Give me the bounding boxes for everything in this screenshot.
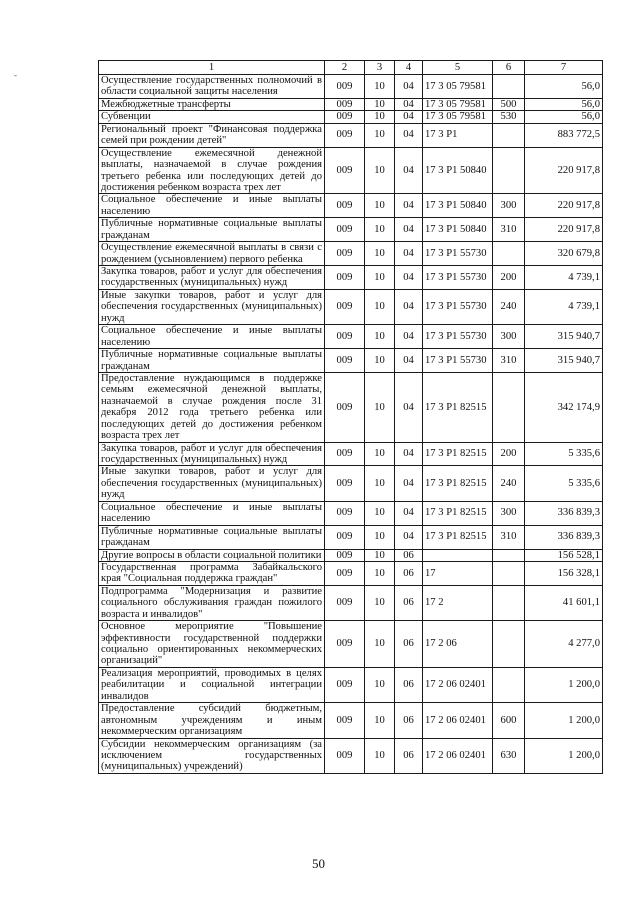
header-cell: 6 [493,61,525,75]
table-row [99,501,603,525]
row-grbs: 009 [325,242,365,266]
row-amount: 56,0 [525,111,603,123]
row-amount: 156 328,1 [525,561,603,585]
table-row [99,621,603,668]
table-row [99,703,603,738]
table-row [99,372,603,442]
row-subsection: 04 [395,372,423,442]
row-name: Подпрограмма "Модернизация и развитие социального обслуживания граждан пожилого возраста и инвалидов" [99,585,325,620]
header-row [99,61,603,75]
row-subsection: 04 [395,218,423,242]
row-expense-type: 530 [493,111,525,123]
row-grbs: 009 [325,75,365,99]
row-section: 10 [365,466,395,501]
row-target-article: 17 2 06 [423,621,493,668]
row-amount: 220 917,8 [525,194,603,218]
row-expense-type: 240 [493,466,525,501]
row-target-article: 17 3 05 79581 [423,111,493,123]
row-name: Основное мероприятие "Повышение эффективности государственной поддержки социально ориентированных некоммерческих организаций" [99,621,325,668]
row-expense-type: 300 [493,194,525,218]
header-cell: 4 [395,61,423,75]
row-name: Предоставление субсидий бюджетным, автономным учреждениям и иным некоммерческим организациям [99,703,325,738]
row-amount: 320 679,8 [525,242,603,266]
row-amount: 56,0 [525,75,603,99]
row-section: 10 [365,621,395,668]
header-cell: 2 [325,61,365,75]
row-subsection: 04 [395,98,423,110]
row-section: 10 [365,123,395,147]
table-row [99,242,603,266]
row-grbs: 009 [325,585,365,620]
row-grbs: 009 [325,218,365,242]
row-amount: 4 277,0 [525,621,603,668]
row-grbs: 009 [325,123,365,147]
row-section: 10 [365,98,395,110]
row-subsection: 04 [395,466,423,501]
row-amount: 4 739,1 [525,289,603,324]
row-section: 10 [365,242,395,266]
table-row [99,218,603,242]
table-row [99,667,603,702]
table-row [99,123,603,147]
row-target-article: 17 2 [423,585,493,620]
row-expense-type [493,123,525,147]
row-expense-type: 200 [493,442,525,466]
row-expense-type: 630 [493,738,525,773]
row-grbs: 009 [325,372,365,442]
row-amount: 1 200,0 [525,738,603,773]
row-expense-type: 200 [493,266,525,290]
row-grbs: 009 [325,194,365,218]
row-target-article: 17 3 Р1 82515 [423,525,493,549]
table-row [99,75,603,99]
row-grbs: 009 [325,442,365,466]
row-section: 10 [365,501,395,525]
row-target-article: 17 [423,561,493,585]
row-section: 10 [365,194,395,218]
row-target-article: 17 3 Р1 82515 [423,442,493,466]
row-expense-type [493,667,525,702]
row-name: Публичные нормативные социальные выплаты гражданам [99,218,325,242]
row-name: Осуществление ежемесячной выплаты в связи с рождением (усыновлением) первого ребенка [99,242,325,266]
row-target-article: 17 3 Р1 55730 [423,266,493,290]
row-grbs: 009 [325,147,365,194]
row-amount: 315 940,7 [525,325,603,349]
row-section: 10 [365,442,395,466]
header-cell: 3 [365,61,395,75]
row-amount: 1 200,0 [525,703,603,738]
row-grbs: 009 [325,738,365,773]
row-name: Закупка товаров, работ и услуг для обеспечения государственных (муниципальных) нужд [99,266,325,290]
table-row [99,111,603,123]
row-subsection: 06 [395,585,423,620]
row-expense-type [493,75,525,99]
row-expense-type [493,621,525,668]
row-subsection: 04 [395,147,423,194]
row-grbs: 009 [325,266,365,290]
row-section: 10 [365,325,395,349]
row-section: 10 [365,218,395,242]
row-grbs: 009 [325,703,365,738]
row-expense-type: 300 [493,501,525,525]
row-section: 10 [365,703,395,738]
row-expense-type [493,585,525,620]
row-section: 10 [365,585,395,620]
row-grbs: 009 [325,466,365,501]
row-section: 10 [365,75,395,99]
row-name: Предоставление нуждающимся в поддержке семьям ежемесячной денежной выплаты, назначаемой в случае рождения после 31 декабря 2012 года третьего ребенка или последующих детей до достижения ребенком возраста трех лет [99,372,325,442]
row-section: 10 [365,349,395,373]
page-number: 50 [312,856,325,871]
row-target-article: 17 3 Р1 55730 [423,325,493,349]
row-name: Социальное обеспечение и иные выплаты населению [99,501,325,525]
row-target-article: 17 3 Р1 82515 [423,466,493,501]
row-name: Социальное обеспечение и иные выплаты населению [99,194,325,218]
row-subsection: 04 [395,349,423,373]
row-amount: 342 174,9 [525,372,603,442]
table-row [99,466,603,501]
table-row [99,525,603,549]
row-grbs: 009 [325,561,365,585]
header-cell: 1 [99,61,325,75]
row-name: Региональный проект "Финансовая поддержка семей при рождении детей" [99,123,325,147]
table-row [99,98,603,110]
row-target-article: 17 2 06 02401 [423,667,493,702]
row-grbs: 009 [325,667,365,702]
row-target-article: 17 3 Р1 50840 [423,147,493,194]
row-expense-type [493,242,525,266]
row-expense-type: 300 [493,325,525,349]
row-target-article: 17 3 Р1 55730 [423,289,493,324]
row-subsection: 06 [395,549,423,561]
row-name: Иные закупки товаров, работ и услуг для обеспечения государственных (муниципальных) нужд [99,466,325,501]
row-name: Межбюджетные трансферты [99,98,325,110]
row-grbs: 009 [325,621,365,668]
row-amount: 220 917,8 [525,147,603,194]
row-amount: 315 940,7 [525,349,603,373]
row-subsection: 04 [395,266,423,290]
row-section: 10 [365,372,395,442]
row-subsection: 04 [395,111,423,123]
table-row [99,266,603,290]
row-grbs: 009 [325,289,365,324]
row-section: 10 [365,667,395,702]
table-row [99,325,603,349]
row-name: Реализация мероприятий, проводимых в целях реабилитации и социальной интеграции инвалидов [99,667,325,702]
row-target-article: 17 3 Р1 [423,123,493,147]
row-target-article: 17 3 Р1 55730 [423,349,493,373]
row-grbs: 009 [325,549,365,561]
row-subsection: 04 [395,325,423,349]
row-amount: 336 839,3 [525,501,603,525]
row-expense-type: 310 [493,525,525,549]
row-section: 10 [365,738,395,773]
margin-mark: - [14,70,17,80]
row-amount: 336 839,3 [525,525,603,549]
table-row [99,549,603,561]
row-name: Публичные нормативные социальные выплаты гражданам [99,525,325,549]
row-subsection: 04 [395,289,423,324]
row-amount: 56,0 [525,98,603,110]
row-subsection: 04 [395,75,423,99]
row-subsection: 04 [395,194,423,218]
row-grbs: 009 [325,98,365,110]
row-name: Субвенции [99,111,325,123]
row-expense-type: 240 [493,289,525,324]
row-subsection: 04 [395,242,423,266]
row-name: Закупка товаров, работ и услуг для обеспечения государственных (муниципальных) нужд [99,442,325,466]
row-target-article: 17 3 Р1 50840 [423,218,493,242]
row-expense-type: 500 [493,98,525,110]
row-target-article: 17 3 Р1 50840 [423,194,493,218]
row-grbs: 009 [325,111,365,123]
row-amount: 41 601,1 [525,585,603,620]
table-body [99,75,603,774]
row-subsection: 06 [395,703,423,738]
table-row [99,289,603,324]
table-row [99,194,603,218]
table-row [99,349,603,373]
row-target-article: 17 3 Р1 82515 [423,372,493,442]
row-grbs: 009 [325,525,365,549]
row-section: 10 [365,525,395,549]
row-amount: 220 917,8 [525,218,603,242]
row-target-article [423,549,493,561]
table-row [99,738,603,773]
row-subsection: 06 [395,621,423,668]
row-target-article: 17 3 05 79581 [423,75,493,99]
row-section: 10 [365,147,395,194]
row-expense-type: 310 [493,218,525,242]
row-amount: 883 772,5 [525,123,603,147]
row-expense-type [493,372,525,442]
row-amount: 5 335,6 [525,466,603,501]
row-name: Другие вопросы в области социальной политики [99,549,325,561]
row-target-article: 17 3 Р1 82515 [423,501,493,525]
row-name: Осуществление ежемесячной денежной выплаты, назначаемой в случае рождения третьего ребенка или последующих детей до достижения ребенком возраста трех лет [99,147,325,194]
row-name: Осуществление государственных полномочий в области социальной защиты населения [99,75,325,99]
row-subsection: 04 [395,525,423,549]
row-target-article: 17 2 06 02401 [423,738,493,773]
table-row [99,442,603,466]
row-expense-type [493,147,525,194]
row-name: Иные закупки товаров, работ и услуг для обеспечения государственных (муниципальных) нужд [99,289,325,324]
row-target-article: 17 2 06 02401 [423,703,493,738]
row-section: 10 [365,289,395,324]
row-subsection: 06 [395,738,423,773]
header-cell: 5 [423,61,493,75]
row-expense-type [493,561,525,585]
row-section: 10 [365,111,395,123]
table-row [99,561,603,585]
row-subsection: 04 [395,442,423,466]
row-subsection: 06 [395,561,423,585]
row-amount: 1 200,0 [525,667,603,702]
row-amount: 5 335,6 [525,442,603,466]
header-cell: 7 [525,61,603,75]
budget-table [98,60,603,774]
row-name: Публичные нормативные социальные выплаты гражданам [99,349,325,373]
row-subsection: 04 [395,123,423,147]
row-target-article: 17 3 05 79581 [423,98,493,110]
row-grbs: 009 [325,349,365,373]
row-expense-type [493,549,525,561]
row-name: Субсидии некоммерческим организациям (за исключением государственных (муниципальных) учреждений) [99,738,325,773]
row-section: 10 [365,549,395,561]
table-row [99,147,603,194]
row-grbs: 009 [325,325,365,349]
row-target-article: 17 3 Р1 55730 [423,242,493,266]
row-section: 10 [365,266,395,290]
row-expense-type: 600 [493,703,525,738]
row-subsection: 06 [395,667,423,702]
row-expense-type: 310 [493,349,525,373]
row-amount: 156 528,1 [525,549,603,561]
row-subsection: 04 [395,501,423,525]
row-grbs: 009 [325,501,365,525]
row-section: 10 [365,561,395,585]
row-name: Социальное обеспечение и иные выплаты населению [99,325,325,349]
row-name: Государственная программа Забайкальского края "Социальная поддержка граждан" [99,561,325,585]
table-row [99,585,603,620]
row-amount: 4 739,1 [525,266,603,290]
